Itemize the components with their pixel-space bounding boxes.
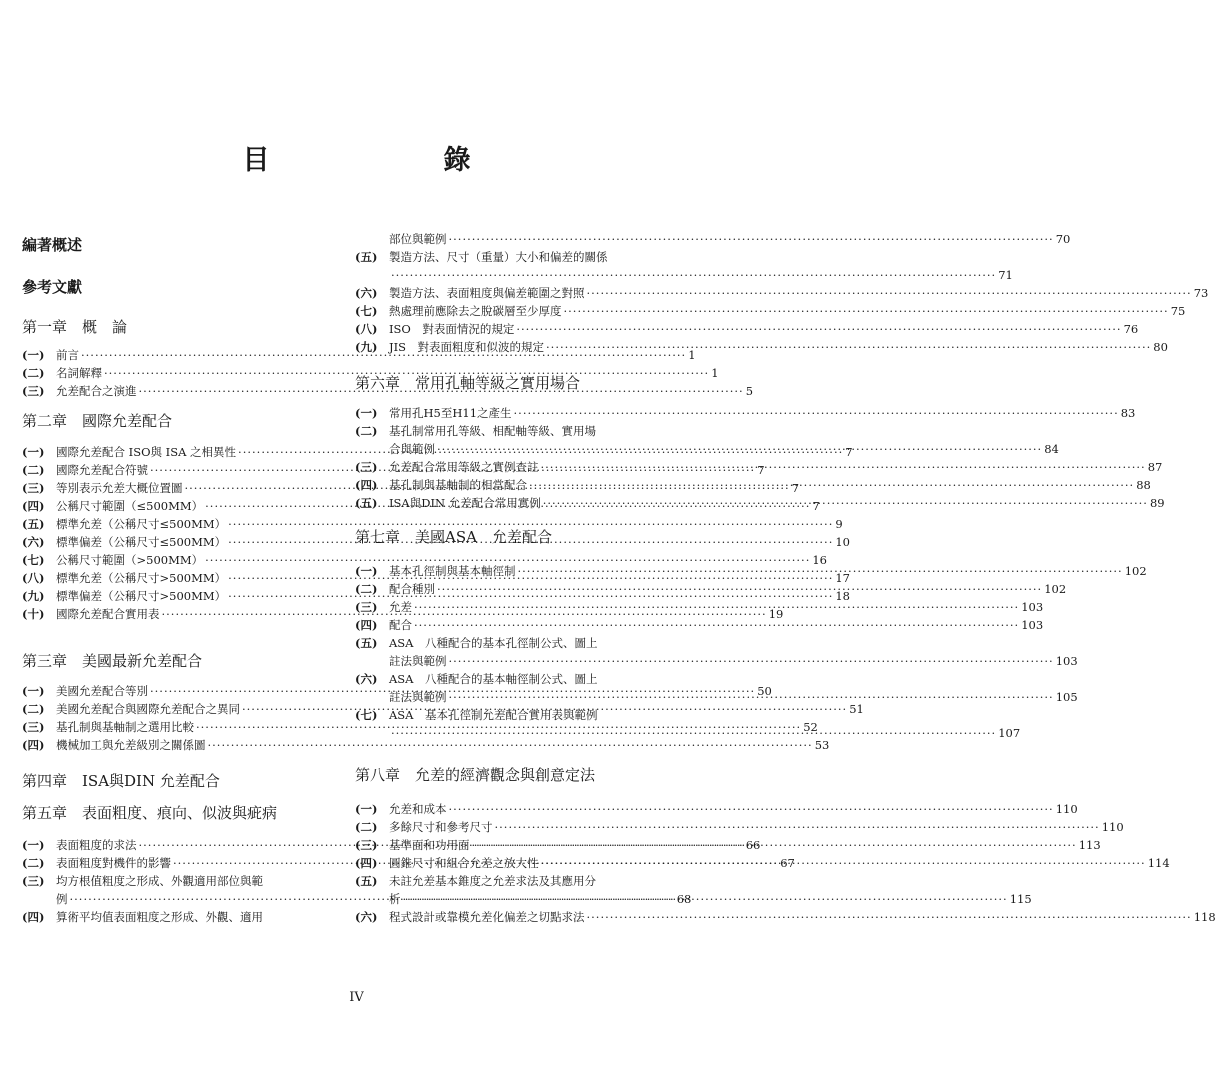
entry-page-number: 68 [676,892,692,906]
entry-marker: (一) [22,348,45,362]
entry-page-number: 51 [849,702,864,716]
toc-entry[interactable] [355,800,1078,818]
entry-marker: (一) [355,564,378,578]
toc-entry[interactable] [22,551,827,569]
entry-text: ASA 八種配合的基本孔徑制公式、圖上 [389,636,598,650]
entry-marker: (一) [355,802,378,816]
toc-entry[interactable] [355,230,1071,248]
leader-dots [414,598,1019,616]
entry-text: 國際允差配合符號 [56,463,148,477]
entry-text: 標準允差（公稱尺寸≤500MM） [56,517,227,531]
toc-entry[interactable] [355,248,1013,284]
leader-dots [518,562,1123,580]
entry-text: 允差和成本 [389,802,447,816]
entry-marker: (四) [22,910,45,924]
toc-entry[interactable] [22,718,818,736]
leader-dots [587,908,1192,926]
entry-page-number: 50 [757,684,772,698]
entry-marker: (七) [355,304,378,318]
toc-entry[interactable] [355,320,1139,338]
entry-page-number: 9 [835,517,843,531]
entry-marker: (三) [22,384,45,398]
entry-page-number: 18 [835,589,850,603]
chapter-4-title[interactable]: 第四章 ISA與DIN 允差配合 [22,772,220,790]
entry-marker: (五) [22,517,45,531]
entry-text: 名詞解釋 [56,366,102,380]
entry-text: 機械加工與允差級別之關係圖 [56,738,206,752]
entry-page-number: 53 [814,738,830,752]
entry-text: 公稱尺寸範圍（≤500MM） [56,499,204,513]
entry-page-number: 118 [1193,910,1216,924]
toc-entry[interactable] [355,422,1059,458]
entry-page-number: 76 [1123,322,1139,336]
leader-dots [495,818,1100,836]
entry-page-number: 113 [1078,838,1101,852]
entry-marker: (三) [355,838,378,852]
entry-page-number: 89 [1149,496,1165,510]
entry-text: 圓錐尺寸和組合允差之放大性 [389,856,539,870]
entry-marker: (三) [22,720,45,734]
entry-page-number: 19 [768,607,784,621]
entry-text: ASA 八種配合的基本軸徑制公式、圖上 [389,672,598,686]
entry-text: 程式設計或靠模允差化偏差之切點求法 [389,910,585,924]
leader-dots [541,854,1146,872]
entry-marker: (三) [355,460,378,474]
entry-marker: (二) [355,820,378,834]
continued-items [355,230,1209,356]
entry-text: 美國允差配合與國際允差配合之異同 [56,702,240,716]
entry-page-number: 70 [1055,232,1071,246]
entry-marker: (六) [355,910,378,924]
entry-marker: (二) [22,463,45,477]
leader-dots [516,320,1121,338]
references-heading[interactable]: 參考文獻 [22,278,83,296]
toc-entry[interactable] [355,818,1124,836]
entry-page-number: 7 [791,481,800,495]
entry-marker: (九) [22,589,45,603]
entry-page-number: 115 [1009,892,1032,906]
entry-text: 基孔制與基軸制的相當配合 [389,478,527,492]
entry-text: 允差配合常用等級之實例查註 [389,460,539,474]
entry-text: 基準面和功用面 [389,838,470,852]
entry-text: 未註允差基本錐度之允差求法及其應用分 [389,874,596,888]
entry-marker: (四) [22,738,45,752]
toc-entry[interactable] [22,605,784,623]
chapter-1-title[interactable]: 第一章 概 論 [22,318,128,336]
chapter-3-title[interactable]: 第三章 美國最新允差配合 [22,652,203,670]
entry-page-number: 73 [1193,286,1209,300]
entry-text: 算術平均值表面粗度之形成、外觀、適用 [56,910,263,924]
entry-text: 基本孔徑制與基本軸徑制 [389,564,516,578]
entry-marker: (四) [355,618,378,632]
entry-text: 前言 [56,348,79,362]
entry-marker: (九) [355,340,378,354]
leader-dots [391,266,996,284]
entry-text: 註法與範例 [389,654,447,668]
leader-dots [541,458,1146,476]
entry-page-number: 67 [780,856,795,870]
chapter-7-title[interactable]: 第七章 美國ASA 允差配合 [355,528,552,546]
leader-dots [449,800,1054,818]
entry-marker: (三) [22,874,45,888]
toc-entry[interactable] [355,616,1044,634]
entry-marker: (四) [355,478,378,492]
leader-dots [543,494,1148,512]
entry-text: ISO 對表面情況的規定 [389,322,515,336]
entry-marker: (五) [355,636,378,650]
entry-marker: (一) [22,838,45,852]
entry-marker: (二) [355,424,378,438]
entry-text: 國際允差配合 ISO與 ISA 之相異性 [56,445,237,459]
entry-text: 製造方法、尺寸（重量）大小和偏差的關係 [389,250,608,264]
toc-entry[interactable] [355,494,1165,512]
entry-text: 例 [56,892,68,906]
entry-marker: (五) [355,496,378,510]
entry-page-number: 87 [1147,460,1163,474]
toc-entry[interactable] [355,458,1163,476]
entry-text: 表面粗度對機件的影響 [56,856,171,870]
entry-text: 允差配合之演進 [56,384,137,398]
entry-page-number: 75 [1170,304,1186,318]
toc-entry[interactable] [355,634,1078,670]
chapter-6-items [355,404,1165,512]
entry-text: 表面粗度的求法 [56,838,137,852]
toc-entry[interactable] [355,302,1186,320]
toc-entry[interactable] [22,515,843,533]
toc-entry[interactable] [355,284,1209,302]
entry-marker: (七) [355,708,378,722]
entry-marker: (一) [355,406,378,420]
entry-page-number: 103 [1021,618,1044,632]
entry-page-number: 105 [1055,690,1078,704]
entry-text: 部位與範例 [389,232,447,246]
chapter-2-title[interactable]: 第二章 國際允差配合 [22,412,173,430]
chapter-8-title[interactable]: 第八章 允差的經濟觀念與創意定法 [355,766,596,784]
entry-marker: (三) [22,481,45,495]
leader-dots [529,476,1134,494]
entry-page-number: 102 [1124,564,1147,578]
toc-entry[interactable] [355,338,1168,356]
leader-dots [437,580,1042,598]
entry-text: ASA 基本孔徑制允差配合實用表與範例 [389,708,598,722]
entry-text: 允差 [389,600,412,614]
toc-entry[interactable] [355,404,1136,422]
entry-page-number: 103 [1021,600,1044,614]
entry-text: ISA與DIN 允差配合常用實例 [389,496,541,510]
entry-page-number: 1 [711,366,719,380]
entry-marker: (一) [22,445,45,459]
entry-text: 標準偏差（公稱尺寸>500MM） [56,589,227,603]
entry-page-number: 114 [1147,856,1170,870]
entry-marker: (六) [355,286,378,300]
entry-page-number: 1 [688,348,696,362]
entry-page-number: 103 [1055,654,1078,668]
entry-marker: (四) [22,499,45,513]
leader-dots [587,284,1192,302]
entry-text: 標準允差（公稱尺寸>500MM） [56,571,227,585]
entry-marker: (二) [22,856,45,870]
entry-text: JIS 對表面粗度和似波的規定 [389,340,545,354]
entry-page-number: 102 [1044,582,1067,596]
entry-text: 常用孔H5至H11之產生 [389,406,512,420]
entry-text: 基孔制與基軸制之選用比較 [56,720,194,734]
entry-text: 基孔制常用孔等級、相配軸等級、實用場 [389,424,596,438]
leader-dots [472,836,1077,854]
leader-dots [449,652,1054,670]
leader-dots [449,230,1054,248]
entry-page-number: 7 [812,499,820,513]
entry-text: 製造方法、表面粗度與偏差範圍之對照 [389,286,585,300]
entry-text: 配合 [389,618,412,632]
toc-entry[interactable] [355,908,1216,926]
leader-dots [514,404,1119,422]
entry-marker: (二) [355,582,378,596]
entry-text: 美國允差配合等別 [56,684,148,698]
entry-marker: (二) [22,702,45,716]
entry-text: 公稱尺寸範圍（>500MM） [56,553,204,567]
entry-text: 等別表示允差大概位置圖 [56,481,183,495]
entry-page-number: 17 [835,571,850,585]
entry-page-number: 10 [835,535,850,549]
entry-page-number: 84 [1044,442,1059,456]
toc-entry[interactable] [355,476,1151,494]
toc-entry[interactable] [22,908,328,926]
toc-entry[interactable] [22,364,719,382]
entry-page-number: 80 [1153,340,1168,354]
leader-dots [564,302,1169,320]
entry-marker: (六) [355,672,378,686]
chapter-6-title[interactable]: 第六章 常用孔軸等級之實用場合 [355,374,581,392]
entry-text: 註法與範例 [389,690,447,704]
entry-page-number: 110 [1101,820,1124,834]
entry-marker: (一) [22,684,45,698]
page-title: 目 錄 [242,145,511,176]
entry-marker: (四) [355,856,378,870]
entry-marker: (五) [355,250,378,264]
entry-page-number: 88 [1136,478,1151,492]
entry-page-number: 83 [1120,406,1136,420]
entry-page-number: 5 [745,384,754,398]
toc-entry[interactable] [22,736,830,754]
leader-dots [546,338,1151,356]
chapter-5-title[interactable]: 第五章 表面粗度、痕向、似波與疵病 [22,804,278,822]
entry-page-number: 71 [998,268,1013,282]
entry-text: 熱處理前應除去之脫碳層至少厚度 [389,304,562,318]
entry-page-number: 66 [745,838,761,852]
entry-page-number: 7 [757,463,765,477]
leader-dots [391,724,996,742]
entry-page-number: 107 [998,726,1021,740]
entry-marker: (八) [22,571,45,585]
entry-page-number: 52 [803,720,818,734]
entry-marker: (三) [355,600,378,614]
entry-marker: (五) [355,874,378,888]
entry-text: 標準偏差（公稱尺寸≤500MM） [56,535,227,549]
entry-text: 析 [389,892,401,906]
entry-page-number: 16 [812,553,827,567]
entry-text: 國際允差配合實用表 [56,607,160,621]
entry-page-number: 110 [1055,802,1078,816]
entry-text: 配合種別 [389,582,435,596]
entry-marker: (八) [355,322,378,336]
leader-dots [449,688,1054,706]
entry-page-number: 7 [845,445,853,459]
entry-marker: (六) [22,535,45,549]
entry-marker: (十) [22,607,45,621]
leader-dots [403,890,1008,908]
entry-marker: (七) [22,553,45,567]
page-number: IV [349,990,364,1005]
entry-marker: (二) [22,366,45,380]
preface-heading[interactable]: 編著概述 [22,236,83,254]
entry-text: 多餘尺寸和參考尺寸 [389,820,493,834]
entry-text: 均方根值粗度之形成、外觀適用部位與範 [56,874,263,888]
leader-dots [414,616,1019,634]
entry-text: 合與範例 [389,442,435,456]
leader-dots [437,440,1042,458]
